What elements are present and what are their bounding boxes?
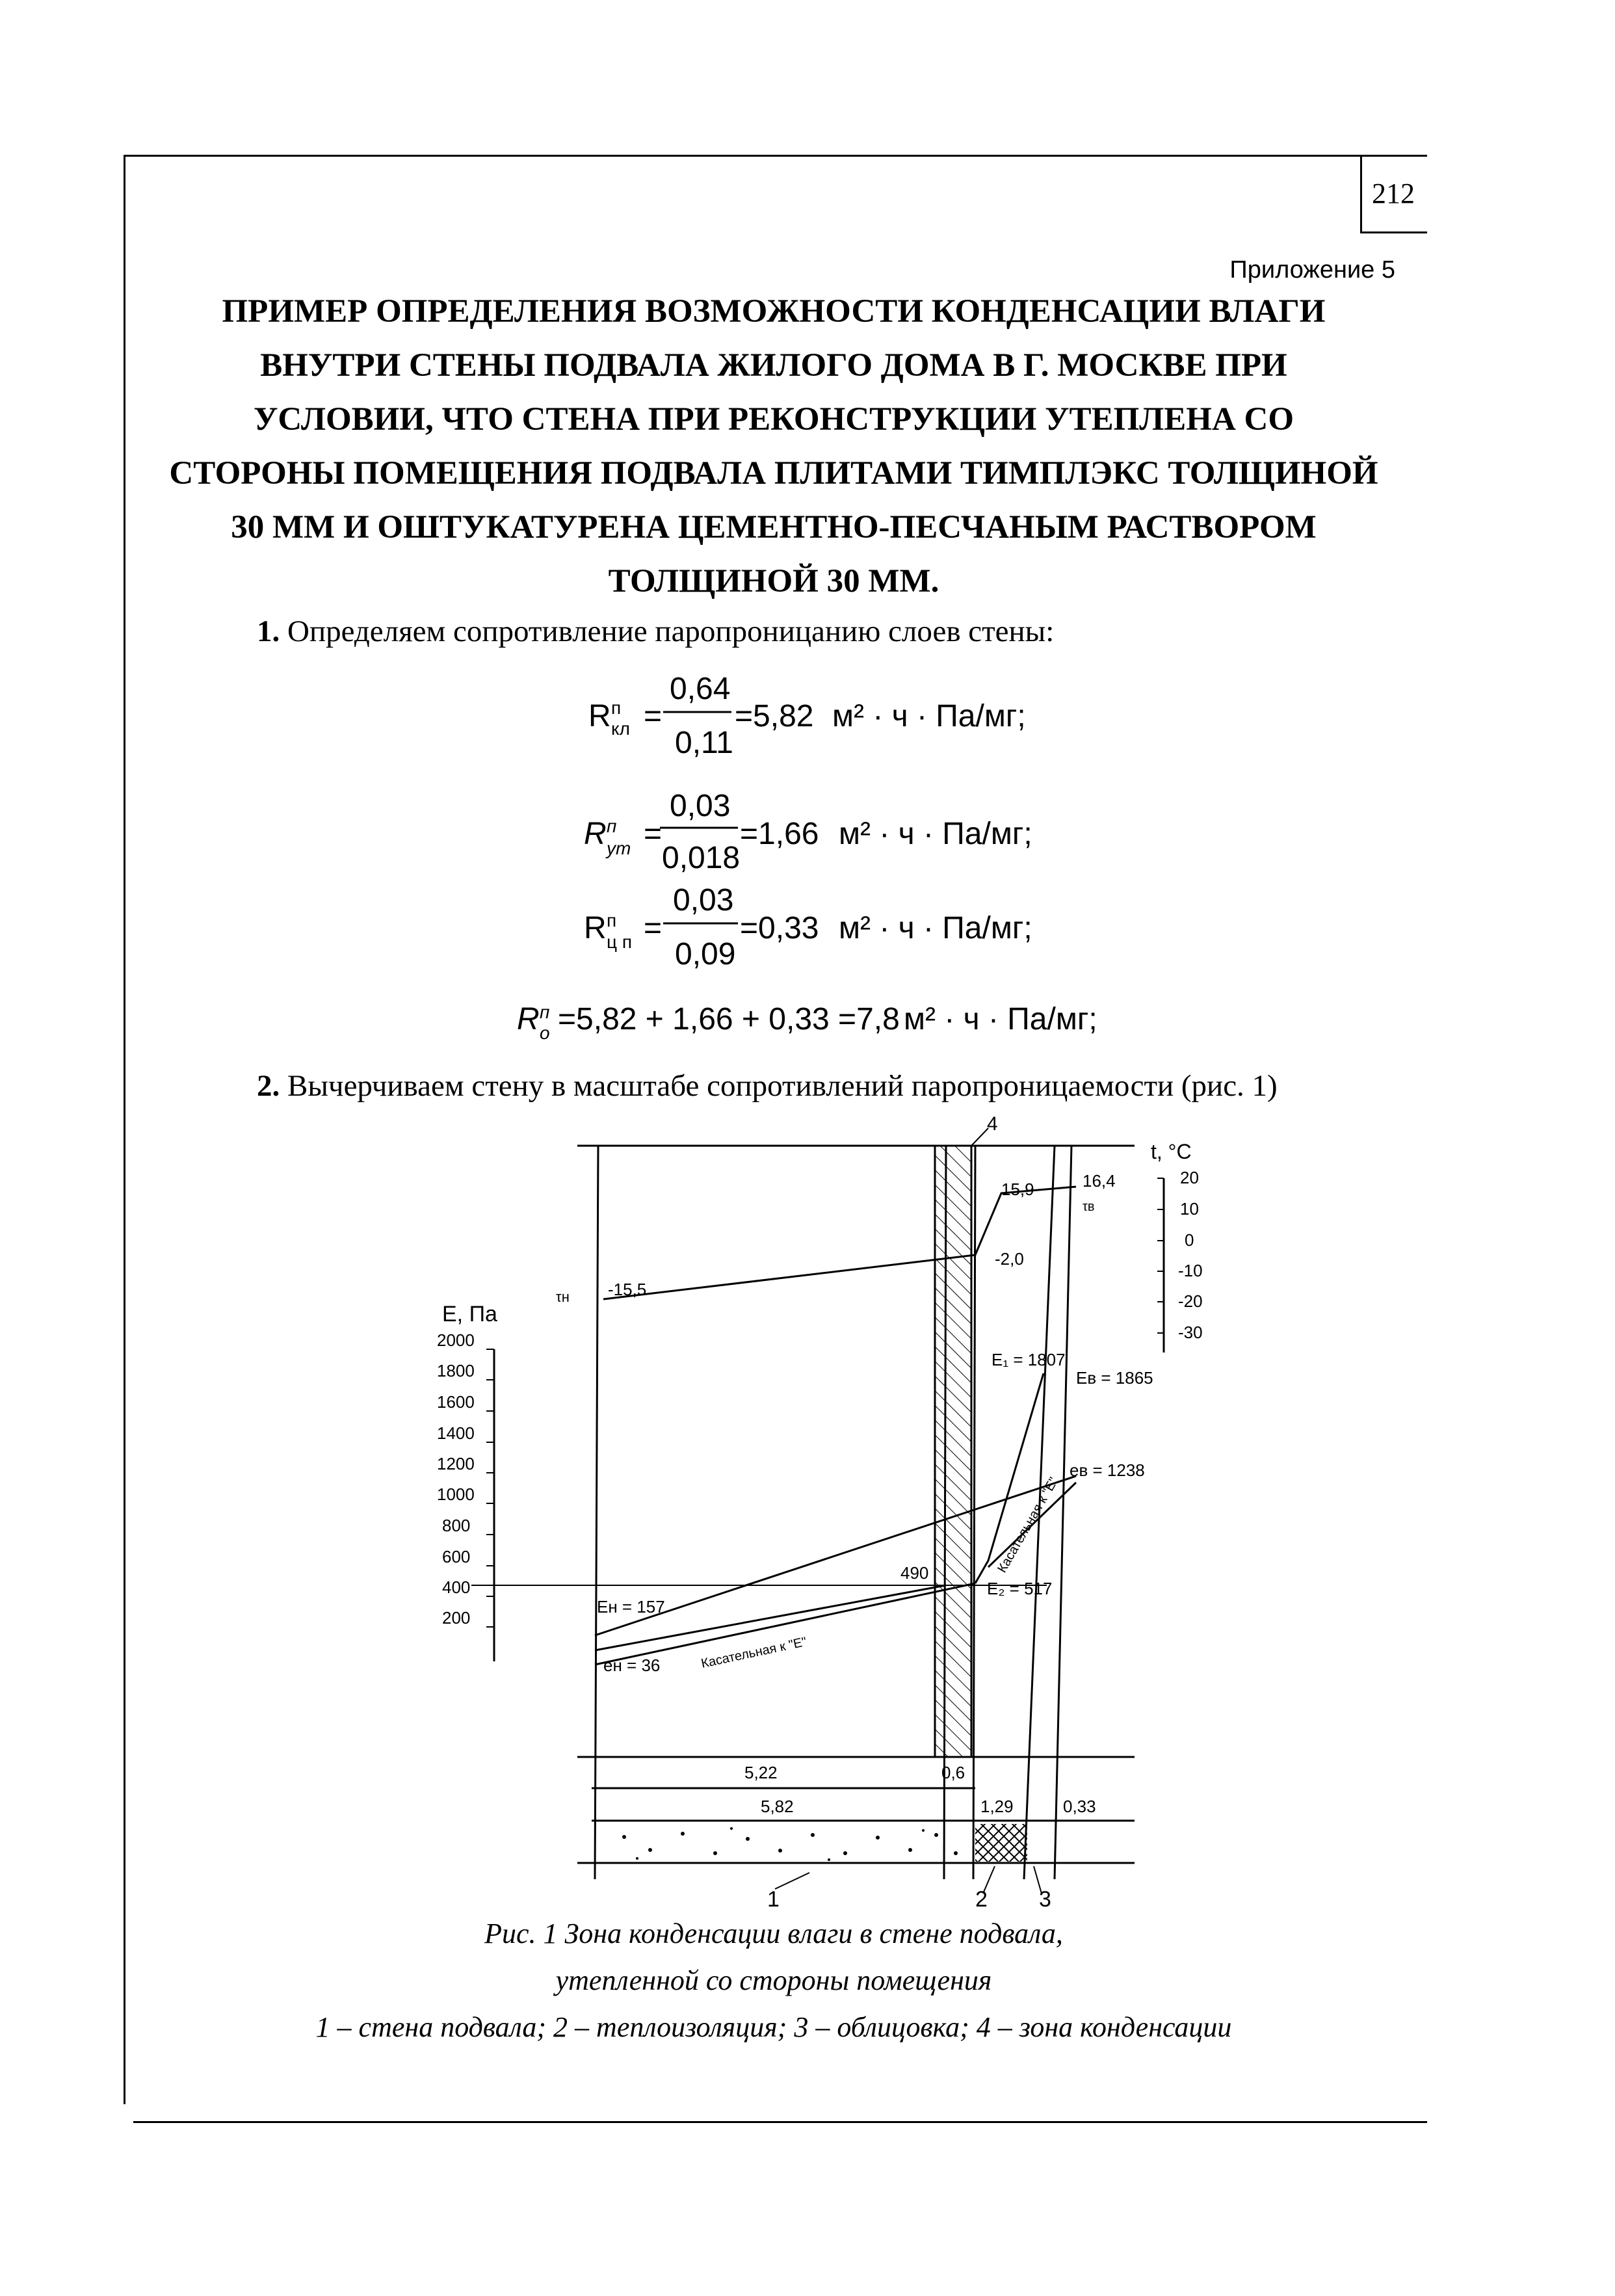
left-tick: 1000	[437, 1484, 475, 1504]
label-t-2: -2,0	[995, 1249, 1024, 1269]
label-E1: E₁ = 1807	[991, 1350, 1066, 1369]
label-tau-in: τв	[1083, 1200, 1095, 1214]
step-text: Определяем сопротивление паропроницанию слоев стены:	[287, 614, 1055, 648]
title-line: ТОЛЩИНОЙ 30 ММ.	[608, 563, 939, 600]
step-number: 1.	[257, 614, 280, 648]
f2-den: 0,018	[662, 841, 741, 875]
f2-sup: п	[607, 816, 617, 836]
right-tick: 0	[1185, 1230, 1194, 1250]
label-Ein: Eв = 1865	[1076, 1368, 1153, 1388]
label-num-1: 1	[767, 1887, 780, 1912]
label-dim-522: 5,22	[744, 1763, 778, 1782]
label-490: 490	[900, 1563, 929, 1583]
label-tangent-e: Касательная к "E"	[700, 1634, 808, 1671]
leader-4	[971, 1128, 988, 1146]
ft-expr: =5,82 + 1,66 + 0,33 =7,8	[558, 1002, 900, 1036]
left-tick: 1800	[437, 1361, 475, 1380]
left-tick: 1600	[437, 1392, 475, 1412]
label-tangent-e2: Касательная к "E"	[995, 1475, 1062, 1576]
f3-sub: ц п	[607, 932, 632, 952]
left-tick: 400	[442, 1577, 471, 1597]
f1-den: 0,11	[675, 726, 733, 760]
figure-caption-line-1: Рис. 1 Зона конденсации влаги в стене подвала,	[484, 1918, 1063, 1949]
f3-lhs: R	[584, 911, 607, 945]
label-num-4: 4	[987, 1113, 998, 1135]
f1-unit: м² · ч · Па/мг;	[832, 699, 1026, 733]
right-tick: -10	[1178, 1261, 1203, 1280]
label-num-2: 2	[975, 1887, 988, 1912]
leader-1	[775, 1873, 809, 1889]
right-axis-title: t, °C	[1151, 1140, 1192, 1163]
f1-sub: кл	[611, 719, 630, 739]
f1-lhs: R	[588, 699, 611, 733]
title-line: ВНУТРИ СТЕНЫ ПОДВАЛА ЖИЛОГО ДОМА В Г. МОСКВЕ ПРИ	[260, 347, 1287, 384]
right-tick: -20	[1178, 1291, 1203, 1311]
right-tick: 20	[1180, 1168, 1199, 1187]
left-tick: 1400	[437, 1423, 475, 1443]
f1-num: 0,64	[670, 672, 731, 706]
step-text: Вычерчиваем стену в масштабе сопротивлений паропроницаемости (рис. 1)	[287, 1069, 1278, 1103]
left-tick: 200	[442, 1608, 471, 1628]
label-t-out: -15,5	[608, 1280, 647, 1299]
ft-unit: м² · ч · Па/мг;	[904, 1002, 1097, 1036]
f2-unit: м² · ч · Па/мг;	[839, 817, 1032, 851]
f3-sup: п	[607, 910, 617, 930]
f3-unit: м² · ч · Па/мг;	[839, 911, 1032, 945]
f1-sup: п	[611, 698, 622, 718]
f2-lhs: R	[584, 817, 607, 851]
f3-den: 0,09	[675, 937, 736, 971]
left-tick: 800	[442, 1516, 471, 1535]
f1-result: =5,82	[735, 699, 814, 733]
ft-sup: п	[540, 1002, 550, 1022]
left-tick: 1200	[437, 1454, 475, 1473]
title-line: СТОРОНЫ ПОМЕЩЕНИЯ ПОДВАЛА ПЛИТАМИ ТИМПЛЭКС ТОЛЩИНОЙ	[169, 455, 1378, 492]
label-t-159: 15,9	[1001, 1180, 1034, 1199]
label-E2: E₂ = 517	[987, 1579, 1053, 1598]
label-dim-06: 0,6	[941, 1763, 965, 1782]
f3-num: 0,03	[673, 883, 734, 917]
label-tau-out: τн	[556, 1289, 570, 1305]
f3-eq: =	[644, 911, 663, 945]
appendix-label: Приложение 5	[1229, 256, 1395, 284]
facing-line	[1055, 1146, 1071, 1879]
label-dim-582: 5,82	[761, 1797, 794, 1816]
ft-sub: о	[540, 1023, 550, 1043]
title-line: ПРИМЕР ОПРЕДЕЛЕНИЯ ВОЗМОЖНОСТИ КОНДЕНСАЦИИ ВЛАГИ	[222, 293, 1326, 330]
f1-eq: =	[644, 699, 663, 733]
f2-num: 0,03	[670, 789, 731, 823]
page-number: 212	[1372, 178, 1415, 209]
right-tick: -30	[1178, 1323, 1203, 1342]
label-ein: eв = 1238	[1070, 1460, 1145, 1480]
left-axis-title: E, Па	[442, 1302, 497, 1326]
figure-caption-line-2: утепленной со стороны помещения	[555, 1964, 992, 1996]
label-t-164: 16,4	[1083, 1171, 1116, 1191]
ft-lhs: R	[517, 1002, 540, 1036]
left-tick: 600	[442, 1547, 471, 1566]
label-dim-033: 0,33	[1063, 1797, 1096, 1816]
label-num-3: 3	[1039, 1887, 1051, 1912]
label-Eout: Eн = 157	[597, 1597, 665, 1616]
label-eout: eн = 36	[603, 1656, 661, 1675]
f3-result: =0,33	[740, 911, 819, 945]
step-number: 2.	[257, 1069, 280, 1103]
f2-result: =1,66	[740, 817, 819, 851]
f2-sub: ут	[607, 838, 631, 858]
right-tick: 10	[1180, 1199, 1199, 1219]
f2-eq: =	[644, 817, 663, 851]
insulation-hatch	[975, 1824, 1027, 1862]
figure-caption-legend: 1 – стена подвала; 2 – теплоизоляция; 3 – облицовка; 4 – зона конденсации	[315, 2011, 1232, 2043]
label-dim-129: 1,29	[980, 1797, 1014, 1816]
left-tick: 2000	[437, 1330, 475, 1350]
condensation-zone	[935, 1146, 971, 1757]
masonry-dots	[622, 1827, 958, 1861]
temperature-line	[603, 1187, 1076, 1299]
title-line: 30 ММ И ОШТУКАТУРЕНА ЦЕМЕНТНО-ПЕСЧАНЫМ РАСТВОРОМ	[231, 509, 1317, 546]
title-line: УСЛОВИИ, ЧТО СТЕНА ПРИ РЕКОНСТРУКЦИИ УТЕПЛЕНА СО	[253, 401, 1294, 438]
wall-outer-line	[595, 1146, 598, 1879]
